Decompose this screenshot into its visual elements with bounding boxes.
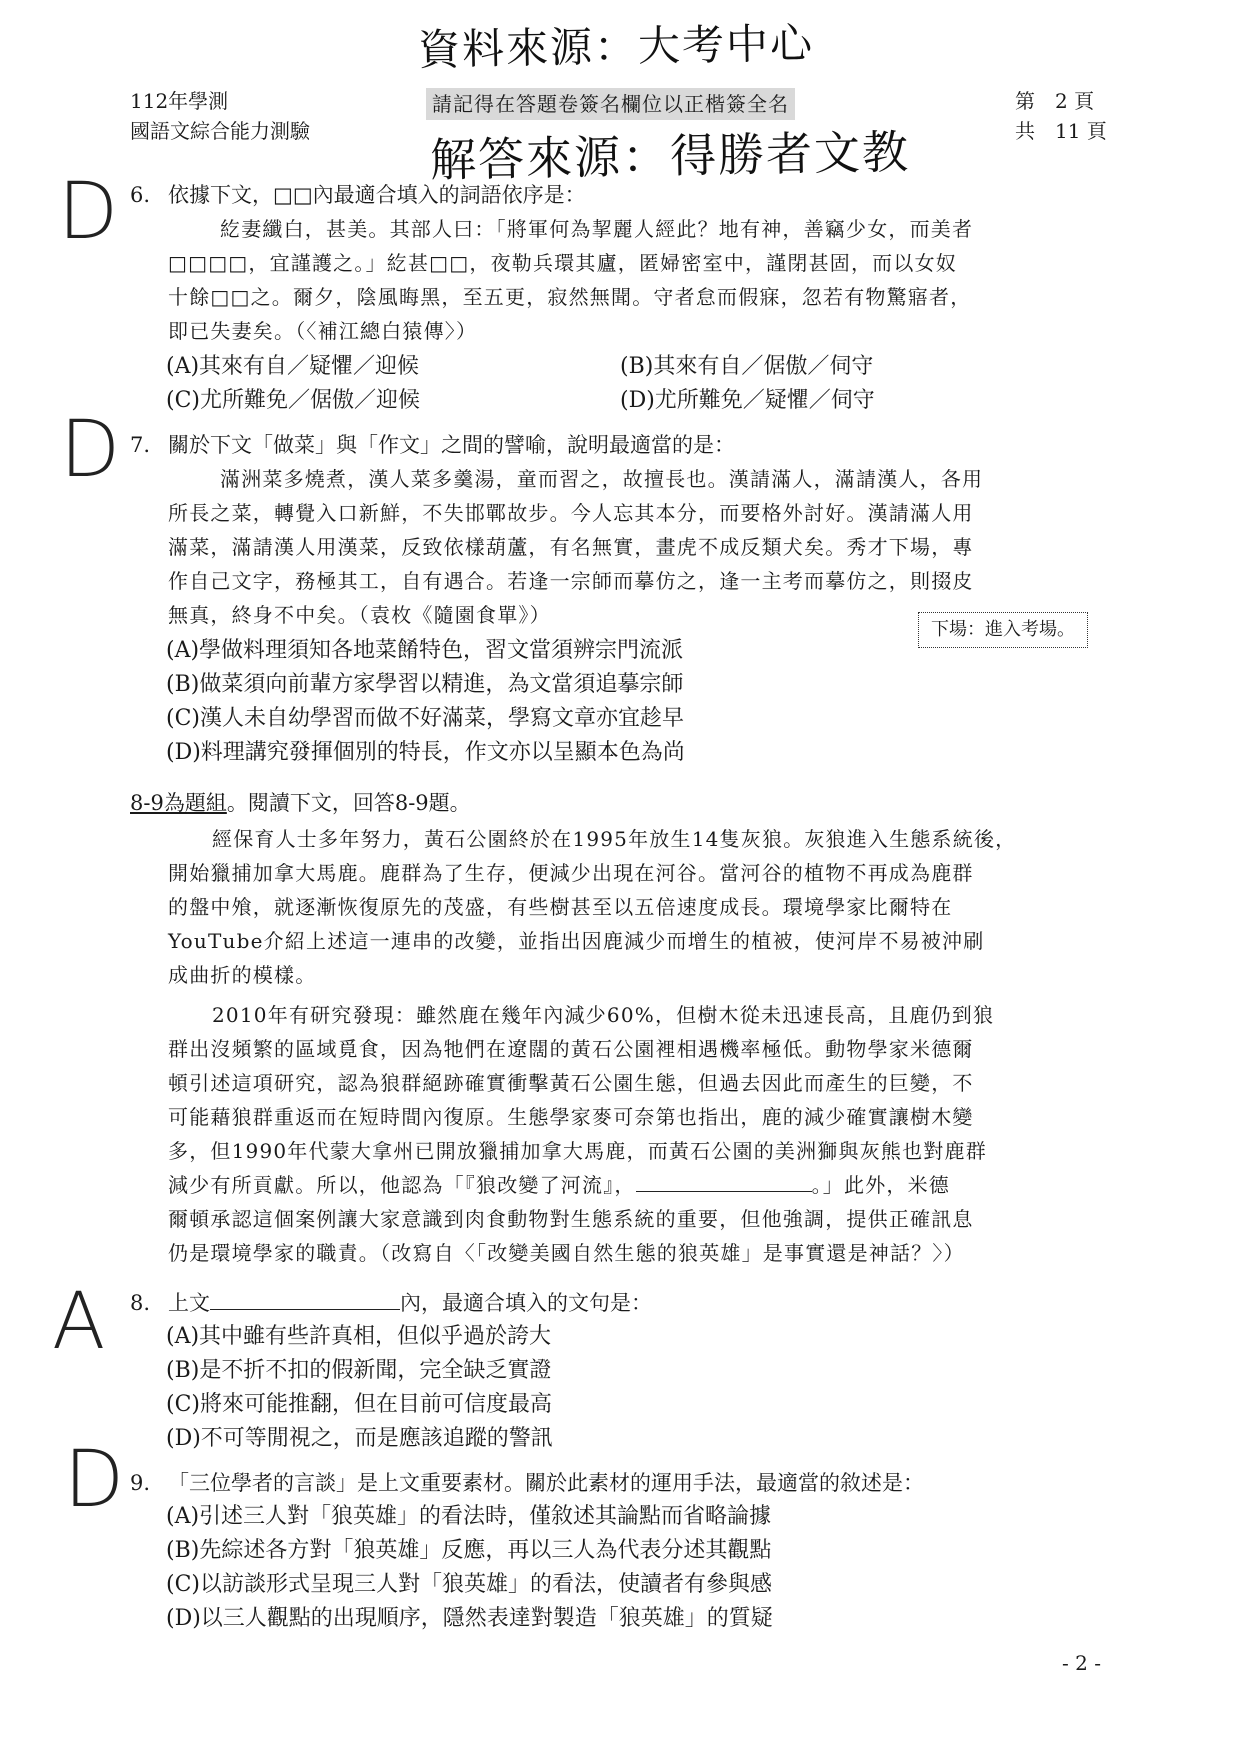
q7-footnote: 下場：進入考場。 [918,612,1088,648]
group-passage-line: 多，但1990年代蒙大拿州已開放獵捕加拿大馬鹿，而黃石公園的美洲獅與灰熊也對鹿群 [168,1139,987,1163]
q6-passage-line: 即已失妻矣。（〈補江總白猿傳〉） [168,319,478,343]
group-passage-line: 開始獵捕加拿大馬鹿。鹿群為了生存，便減少出現在河谷。當河谷的植物不再成為鹿群 [168,861,974,885]
q8-option-d: (D)不可等閒視之，而是應該追蹤的警訊 [166,1426,553,1451]
q7-passage-line: 無真，終身不中矣。（袁枚《隨園食單》） [168,603,551,627]
question-group-label: 8-9為題組 [130,791,227,815]
q6-stem: 依據下文，□□內最適合填入的詞語依序是： [168,183,586,207]
q7-passage-line: 所長之菜，轉覺入口新鮮，不失邯鄲故步。今人忘其本分，而要格外討好。漢請滿人用 [168,501,974,525]
q6-passage-line: □□□□，宜謹護之。」紇甚□□，夜勒兵環其廬，匿婦密室中，謹閉甚固，而以女奴 [168,251,957,275]
q8-stem-post: 內，最適合填入的文句是： [400,1291,652,1315]
q8-stem-pre: 上文 [168,1291,210,1315]
q7-passage-line: 滿洲菜多燒煮，漢人菜多羹湯，童而習之，故擅長也。漢請滿人，滿請漢人，各用 [220,467,984,491]
q6-option-a: (A)其來有自／疑懼／迎候 [166,354,420,379]
q6-number: 6. [130,183,151,207]
q8-option-b: (B)是不折不扣的假新聞，完全缺乏實證 [166,1358,552,1383]
q8-option-a: (A)其中雖有些許真相，但似乎過於誇大 [166,1324,552,1349]
page-label: 第 2 頁 [1015,89,1095,113]
group-passage-line: 2010年有研究發現：雖然鹿在幾年內減少60%，但樹木從未迅速長高，且鹿仍到狼 [212,1003,995,1027]
group-line-after-blank: 。」此外，米德 [811,1173,951,1197]
handwritten-answer-q7: D [60,405,121,495]
group-passage-line: 可能藉狼群重返而在短時間內復原。生態學家麥可奈第也指出，鹿的減少確實讓樹木變 [168,1105,974,1129]
q9-option-c: (C)以訪談形式呈現三人對「狼英雄」的看法，使讀者有參與感 [166,1572,773,1597]
group-passage-line: 頓引述這項研究，認為狼群絕跡確實衝擊黃石公園生態，但過去因此而產生的巨變，不 [168,1071,974,1095]
q6-passage-line: 紇妻纖白，甚美。其部人曰：「將軍何為挈麗人經此？地有神，善竊少女，而美者 [220,217,974,241]
handwritten-answer-q9: D [64,1435,125,1525]
q6-passage-line: 十餘□□之。爾夕，陰風晦黑，至五更，寂然無聞。守者怠而假寐，忽若有物驚寤者， [168,285,972,309]
group-passage-line: 群出沒頻繁的區域覓食，因為牠們在遼闊的黃石公園裡相遇機率極低。動物學家米德爾 [168,1037,974,1061]
q9-stem: 「三位學者的言談」是上文重要素材。關於此素材的運用手法，最適當的敘述是： [168,1471,924,1495]
handwritten-answer-q6: D [58,167,119,257]
q7-option-a: (A)學做料理須知各地菜餚特色，習文當須辨宗門流派 [166,638,684,663]
group-passage-blank-line [168,1168,950,1202]
q7-passage-line: 作自己文字，務極其工，自有遇合。若逢一宗師而摹仿之，逢一主考而摹仿之，則掇皮 [168,569,974,593]
q9-option-d: (D)以三人觀點的出現順序，隱然表達對製造「狼英雄」的質疑 [166,1606,773,1631]
q6-option-b: (B)其來有自／倨傲／伺守 [620,354,874,379]
q8-stem [168,1286,652,1320]
q9-option-a: (A)引述三人對「狼英雄」的看法時，僅敘述其論點而省略論據 [166,1504,772,1529]
q9-number: 9. [130,1471,151,1495]
group-passage-line: 經保育人士多年努力，黃石公園終於在1995年放生14隻灰狼。灰狼進入生態系統後， [212,827,1017,851]
group-passage-line: YouTube介紹上述這一連串的改變，並指出因鹿減少而增生的植被，使河岸不易被沖刷 [168,929,985,953]
question-group-heading [130,786,471,820]
handwritten-answer-source: 解答來源：得勝者文教 [429,124,911,188]
exam-year: 112年學測 [130,89,229,113]
group-passage-line: 成曲折的模樣。 [168,963,317,987]
group-passage-line: 仍是環境學家的職責。（改寫自〈「改變美國自然生態的狼英雄」是事實還是神話？〉） [168,1241,965,1265]
total-pages-label: 共 11 頁 [1015,119,1107,143]
q7-option-d: (D)料理講究發揮個別的特長，作文亦以呈顯本色為尚 [166,740,685,765]
group-passage-line: 的盤中飧，就逐漸恢復原先的茂盛，有些樹甚至以五倍速度成長。環境學家比爾特在 [168,895,953,919]
q6-option-d: (D)尤所難免／疑懼／伺守 [620,388,875,413]
q7-number: 7. [130,433,151,457]
q7-option-b: (B)做菜須向前輩方家學習以精進，為文當須追摹宗師 [166,672,684,697]
handwritten-source-note: 資料來源：大考中心 [417,18,815,75]
q8-blank [210,1287,400,1310]
q7-stem: 關於下文「做菜」與「作文」之間的譬喻，說明最適當的是： [168,433,735,457]
handwritten-answer-q8: A [52,1277,106,1367]
q8-option-c: (C)將來可能推翻，但在目前可信度最高 [166,1392,553,1417]
q7-option-c: (C)漢人未自幼學習而做不好滿菜，學寫文章亦宜趁早 [166,706,685,731]
q7-passage-line: 滿菜，滿請漢人用漢菜，反致依樣葫蘆，有名無實，畫虎不成反類犬矣。秀才下場，專 [168,535,974,559]
q8-number: 8. [130,1291,151,1315]
question-group-intro: 。閱讀下文，回答8-9題。 [226,791,471,815]
signature-reminder-banner: 請記得在答題卷簽名欄位以正楷簽全名 [426,88,795,120]
page-number-footer: - 2 - [1062,1651,1101,1675]
passage-fill-blank [636,1169,812,1192]
q9-option-b: (B)先綜述各方對「狼英雄」反應，再以三人為代表分述其觀點 [166,1538,772,1563]
group-line-before-blank: 減少有所貢獻。所以，他認為「『狼改變了河流』， [168,1173,636,1197]
exam-name: 國語文綜合能力測驗 [130,119,310,143]
q6-option-c: (C)尤所難免／倨傲／迎候 [166,388,420,413]
group-passage-line: 爾頓承認這個案例讓大家意識到肉食動物對生態系統的重要，但他強調，提供正確訊息 [168,1207,974,1231]
